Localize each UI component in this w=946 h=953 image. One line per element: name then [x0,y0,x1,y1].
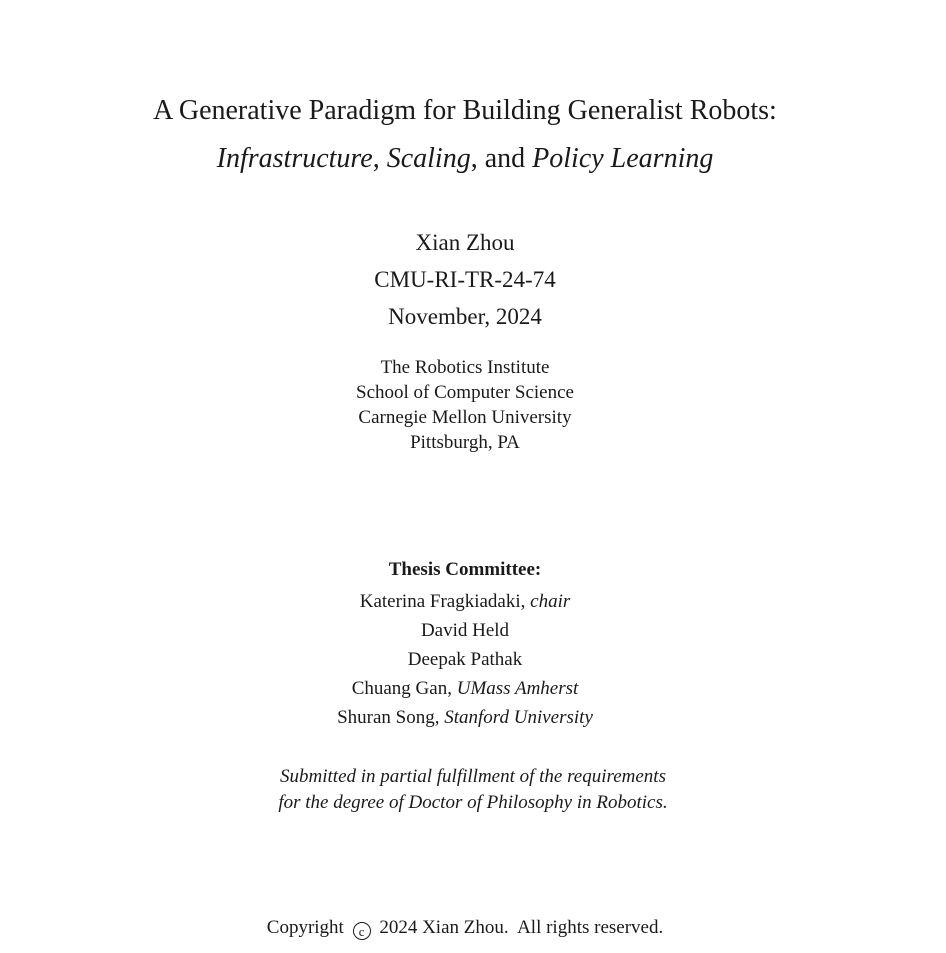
committee-member [0,650,930,669]
submission-statement-line1: Submitted in partial fulfillment of the requirements [280,766,666,787]
submission-statement-line2: for the degree of Doctor of Philosophy in Robotics. [278,792,668,813]
institution-line: The Robotics Institute [380,357,550,378]
member-name: Shuran Song [337,707,435,728]
title-keyword-infrastructure: Infrastructure [216,143,373,174]
institution-line: Pittsburgh, PA [410,432,520,453]
institution-line: School of Computer Science [356,382,574,403]
member-name: Deepak Pathak [407,649,523,670]
committee-member [0,621,930,640]
copyright-icon: c [353,922,371,940]
institution-line: Carnegie Mellon University [358,407,572,428]
copyright-notice [0,918,930,940]
thesis-title-line1: A Generative Paradigm for Building Generalist Robots: [153,95,777,126]
member-affiliation: Stanford University [444,707,593,728]
title-keyword-scaling: Scaling [386,143,471,174]
author-name: Xian Zhou [415,230,515,255]
member-separator: , [434,707,445,728]
committee-member [0,679,930,698]
committee-member [0,708,930,727]
member-name: Chuang Gan [351,678,448,699]
copyright-text: 2024 Xian Zhou. All rights reserved. [379,917,664,938]
copyright-label: Copyright [266,917,344,938]
thesis-title-line2 [0,145,930,173]
member-affiliation: chair [530,591,571,612]
member-separator: , [520,591,531,612]
member-separator: , [447,678,457,699]
title-keyword-policy-learning: Policy Learning [532,143,714,174]
title-separator: , [372,143,387,174]
member-name: Katerina Fragkiadaki [359,591,521,612]
committee-member [0,592,930,611]
committee-heading: Thesis Committee: [388,559,542,580]
report-number: CMU-RI-TR-24-74 [374,267,556,292]
member-name: David Held [420,620,510,641]
member-affiliation: UMass Amherst [456,678,579,699]
title-separator: , and [470,143,533,174]
publication-date: November, 2024 [388,304,542,329]
